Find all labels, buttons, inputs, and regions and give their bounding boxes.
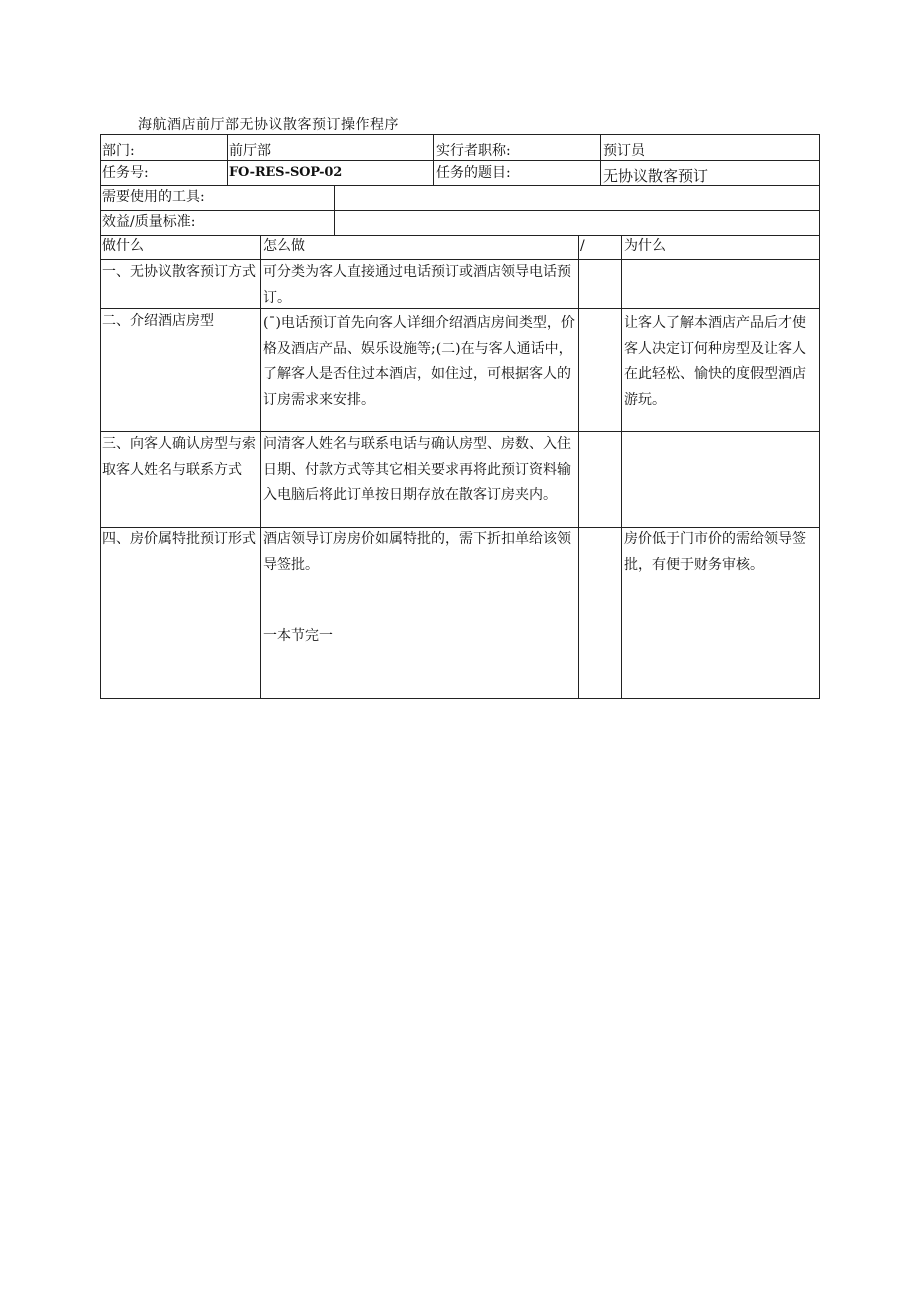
col-header-check: / — [580, 238, 585, 254]
col-divider — [600, 134, 601, 185]
task-title-value: 无协议散客预订 — [603, 167, 709, 185]
table-border-bottom — [100, 698, 820, 699]
task-title-label: 任务的题目: — [436, 165, 511, 181]
table-border-right — [819, 134, 820, 699]
section-end-note: 一本节完一 — [263, 628, 333, 644]
col-header-why: 为什么 — [624, 238, 666, 254]
table-border-top — [100, 134, 820, 135]
col-divider — [578, 235, 579, 699]
role-label: 实行者职称: — [436, 143, 511, 159]
row-divider — [100, 210, 820, 211]
row-divider — [100, 235, 820, 236]
col-divider — [334, 185, 335, 235]
role-value: 预订员 — [603, 143, 645, 159]
task-no-label: 任务号: — [102, 165, 149, 181]
row-2-how: (¯)电话预订首先向客人详细介绍酒店房间类型，价格及酒店产品、娱乐设施等;(二)在与客人通话中，了解客人是否住过本酒店，如住过，可根据客人的订房需求来安排。 — [263, 315, 575, 408]
dept-label: 部门: — [102, 143, 135, 159]
table-border-left — [100, 134, 101, 699]
row-4-why: 房价低于门市价的需给领导签批，有便于财务审核。 — [624, 531, 806, 573]
row-2-what: 二、介绍酒店房型 — [102, 313, 214, 329]
standard-label: 效益/质量标准: — [102, 214, 196, 230]
col-divider — [260, 235, 261, 699]
row-1-what: 一、无协议散客预订方式 — [102, 264, 256, 280]
col-divider — [227, 134, 228, 185]
row-1-how: 可分类为客人直接通过电话预订或酒店领导电话预订。 — [263, 264, 571, 306]
task-no-value: FO-RES-SOP-02 — [229, 165, 343, 180]
row-3-how: 问清客人姓名与联系电话与确认房型、房数、入住日期、付款方式等其它相关要求再将此预订资料输入电脑后将此订单按日期存放在散客订房夹内。 — [263, 436, 571, 503]
dept-value: 前厅部 — [229, 143, 271, 159]
col-header-how: 怎么做 — [263, 238, 305, 254]
row-3-what: 三、向客人确认房型与索取客人姓名与联系方式 — [102, 436, 256, 478]
row-4-how: 酒店领导订房房价如属特批的，需下折扣单给该领导签批。 — [263, 531, 571, 573]
col-header-what: 做什么 — [102, 238, 144, 254]
col-divider — [621, 235, 622, 699]
tools-label: 需要使用的工具: — [102, 189, 205, 205]
row-4-what: 四、房价属特批预订形式 — [102, 531, 256, 547]
row-divider — [100, 185, 820, 186]
row-2-why: 让客人了解本酒店产品后才使客人决定订何种房型及让客人在此轻松、愉快的度假型酒店游玩。 — [624, 315, 806, 408]
col-divider — [433, 134, 434, 185]
document-title: 海航酒店前厅部无协议散客预订操作程序 — [138, 117, 399, 133]
